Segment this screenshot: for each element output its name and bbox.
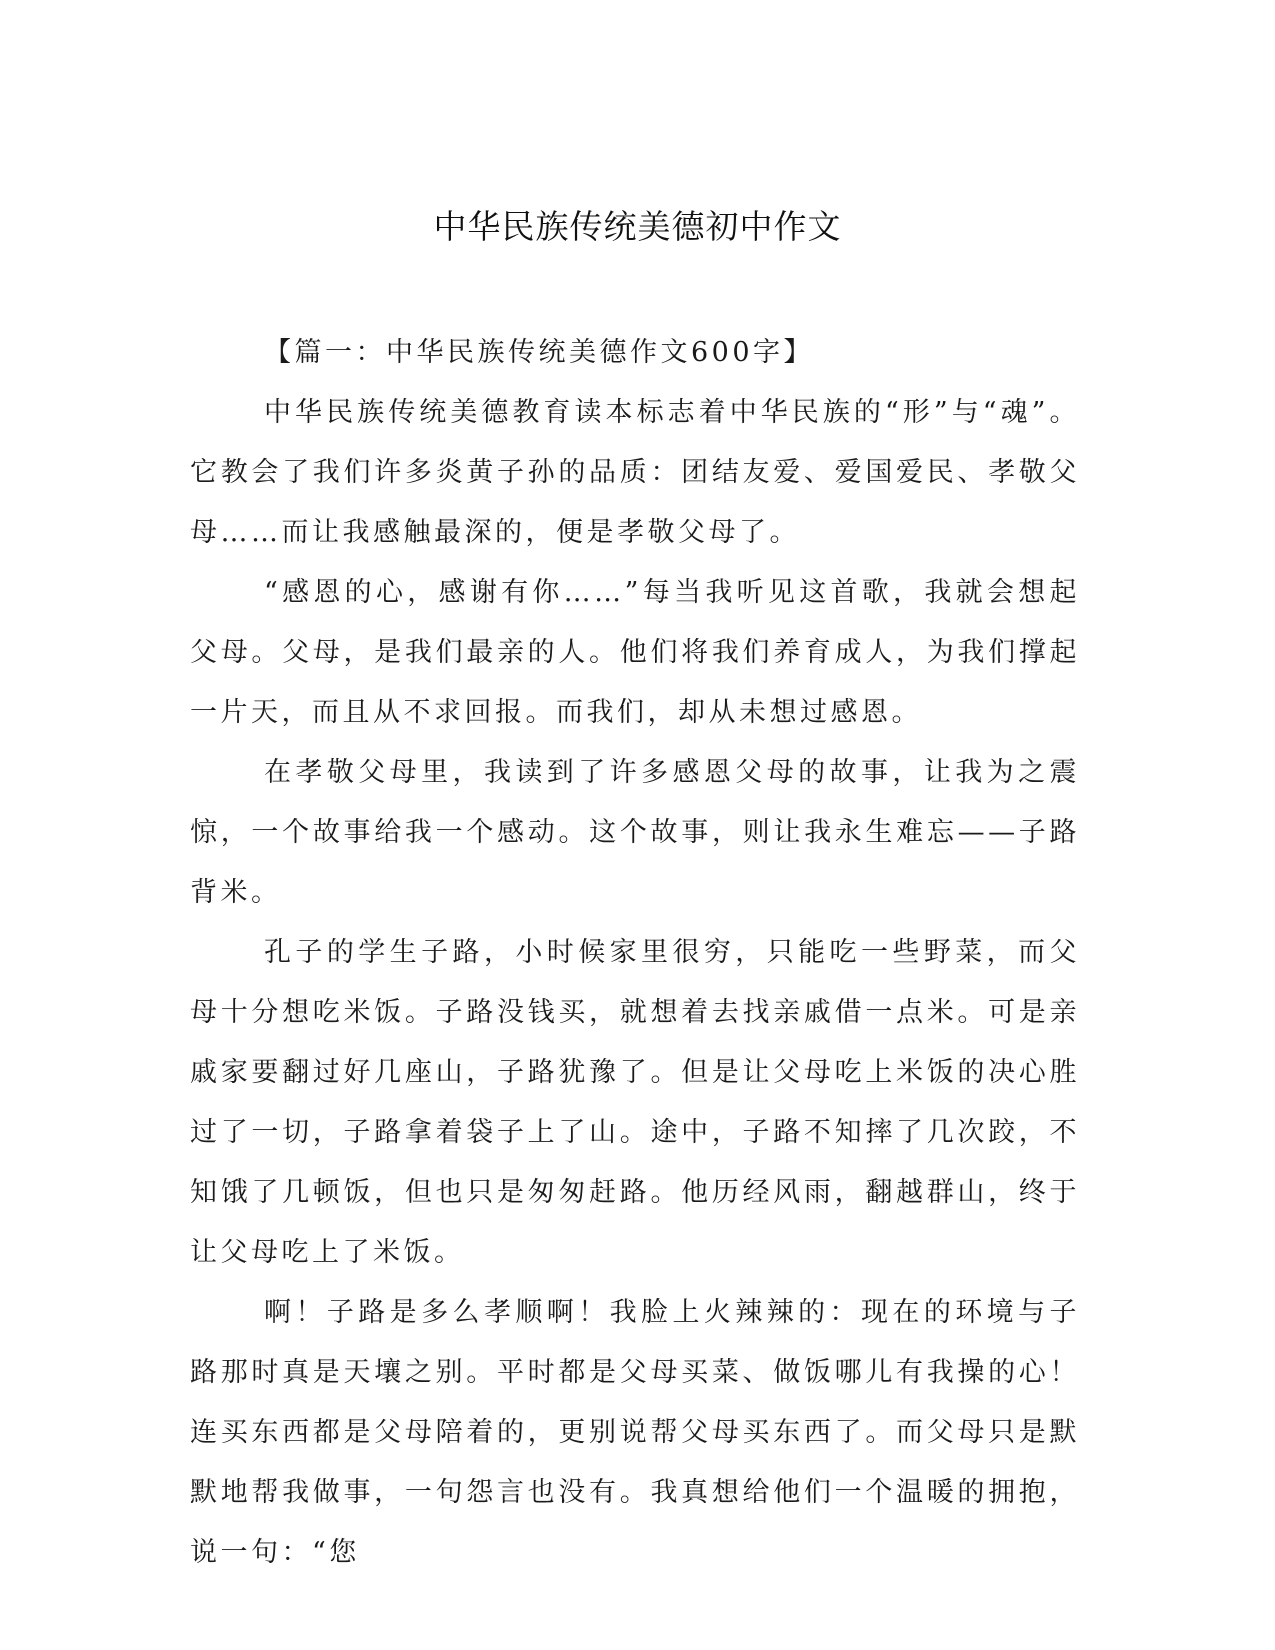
document-title: 中华民族传统美德初中作文 [433,207,842,246]
paragraph-5: 啊！子路是多么孝顺啊！我脸上火辣辣的：现在的环境与子路那时真是天壤之别。平时都是父母买菜、做饭哪儿有我操的心！连买东西都是父母陪着的，更别说帮父母买东西了。而父母只是默默地帮我做事，一句怨言也没有。我真想给他们一个温暖的拥抱，说一句：“您 [190,1297,1080,1568]
paragraph-1: 中华民族传统美德教育读本标志着中华民族的“形”与“魂”。它教会了我们许多炎黄子孙的品质：团结友爱、爱国爱民、孝敬父母……而让我感触最深的，便是孝敬父母了。 [190,397,1080,548]
paragraph-4: 孔子的学生子路，小时候家里很穷，只能吃一些野菜，而父母十分想吃米饭。子路没钱买，就想着去找亲戚借一点米。可是亲戚家要翻过好几座山，子路犹豫了。但是让父母吃上米饭的决心胜过了一切，子路拿着袋子上了山。途中，子路不知摔了几次跤，不知饿了几顿饭，但也只是匆匆赶路。他历经风雨，翻越群山，终于让父母吃上了米饭。 [190,937,1080,1268]
section-heading: 【篇一：中华民族传统美德作文600字】 [264,337,815,368]
paragraph-3: 在孝敬父母里，我读到了许多感恩父母的故事，让我为之震惊，一个故事给我一个感动。这个故事，则让我永生难忘——子路背米。 [190,757,1080,908]
document-body [190,323,1080,1583]
paragraph-2: “感恩的心，感谢有你……”每当我听见这首歌，我就会想起父母。父母，是我们最亲的人。他们将我们养育成人，为我们撑起一片天，而且从不求回报。而我们，却从未想过感恩。 [190,577,1080,728]
